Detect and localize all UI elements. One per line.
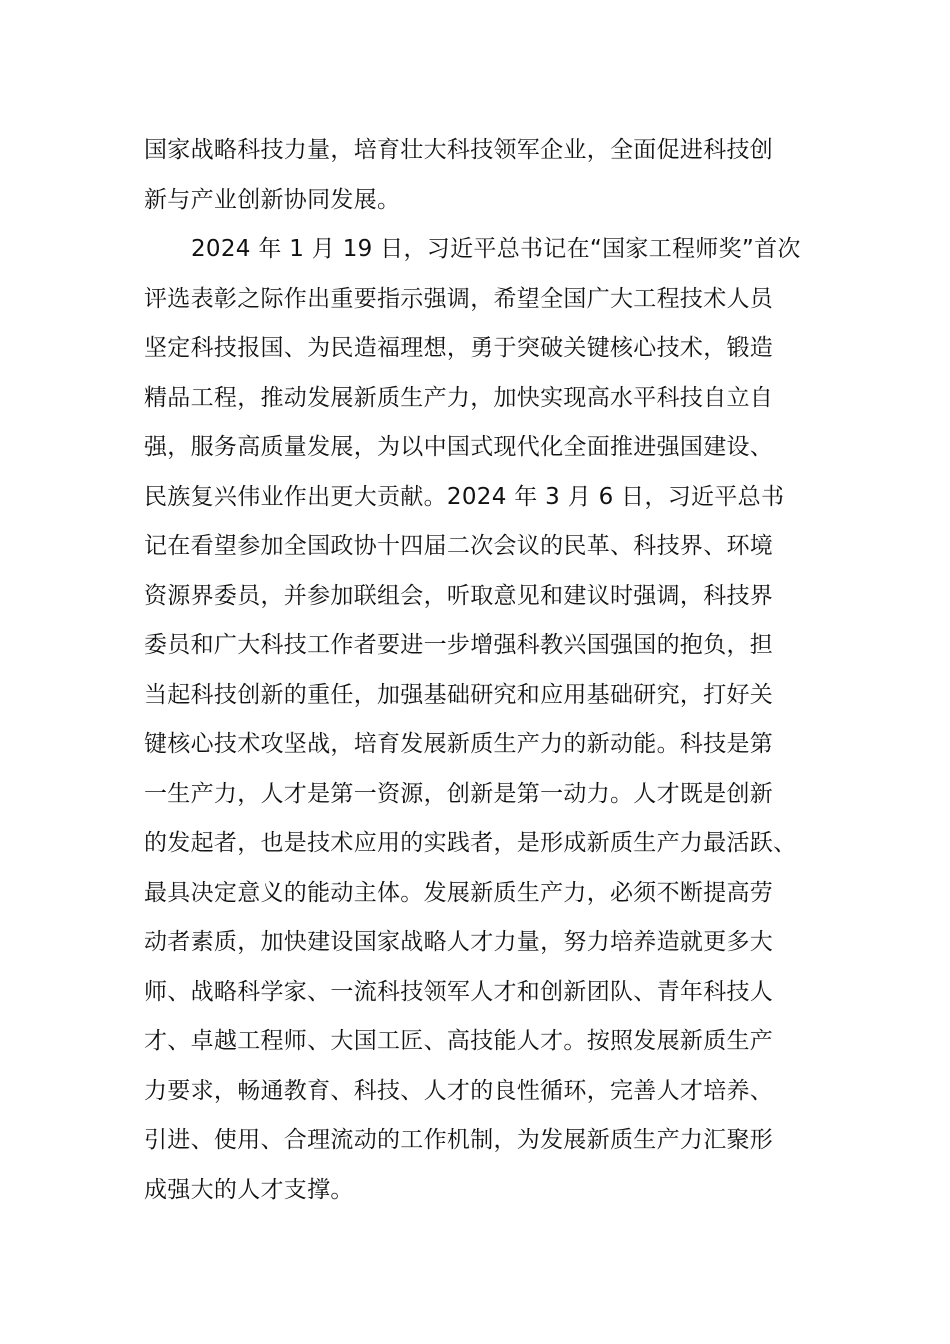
text-line: 才、卓越工程师、大国工匠、高技能人才。按照发展新质生产 bbox=[144, 1028, 774, 1054]
text-line: 键核心技术攻坚战，培育发展新质生产力的新动能。科技是第 bbox=[144, 731, 774, 757]
text-line: 新与产业创新协同发展。 bbox=[144, 186, 401, 213]
text-line: 强，服务高质量发展，为以中国式现代化全面推进强国建设、 bbox=[144, 434, 774, 460]
text-line: 成强大的人才支撑。 bbox=[144, 1176, 354, 1203]
text-line: 师、战略科学家、一流科技领军人才和创新团队、青年科技人 bbox=[144, 978, 774, 1005]
text-line: 引进、使用、合理流动的工作机制，为发展新质生产力汇聚形 bbox=[144, 1127, 774, 1153]
text-line: 评选表彰之际作出重要指示强调，希望全国广大工程技术人员 bbox=[144, 285, 774, 312]
text-line: 的发起者，也是技术应用的实践者，是形成新质生产力最活跃、 bbox=[144, 830, 797, 856]
text-line: 记在看望参加全国政协十四届二次会议的民革、科技界、环境 bbox=[144, 533, 774, 559]
text-line: 力要求，畅通教育、科技、人才的良性循环，完善人才培养、 bbox=[144, 1077, 774, 1104]
text-line: 动者素质，加快建设国家战略人才力量，努力培养造就更多大 bbox=[144, 929, 774, 955]
text-line: 民族复兴伟业作出更大贡献。2024 年 3 月 6 日，习近平总书 bbox=[144, 483, 785, 510]
text-line: 坚定科技报国、为民造福理想，勇于突破关键核心技术，锻造 bbox=[144, 335, 774, 361]
text-line: 资源界委员，并参加联组会，听取意见和建议时强调，科技界 bbox=[144, 582, 774, 609]
text-line: 最具决定意义的能动主体。发展新质生产力，必须不断提高劳 bbox=[144, 879, 774, 906]
body-text bbox=[144, 126, 814, 1215]
text-line: 精品工程，推动发展新质生产力，加快实现高水平科技自立自 bbox=[144, 384, 774, 411]
paragraph-first-line: 2024 年 1 月 19 日，习近平总书记在“国家工程师奖”首次 bbox=[191, 236, 801, 262]
text-line: 委员和广大科技工作者要进一步增强科教兴国强国的抱负，担 bbox=[144, 632, 774, 658]
text-line: 一生产力，人才是第一资源，创新是第一动力。人才既是创新 bbox=[144, 780, 774, 807]
text-line: 国家战略科技力量，培育壮大科技领军企业，全面促进科技创 bbox=[144, 137, 774, 163]
text-line: 当起科技创新的重任，加强基础研究和应用基础研究，打好关 bbox=[144, 681, 774, 708]
